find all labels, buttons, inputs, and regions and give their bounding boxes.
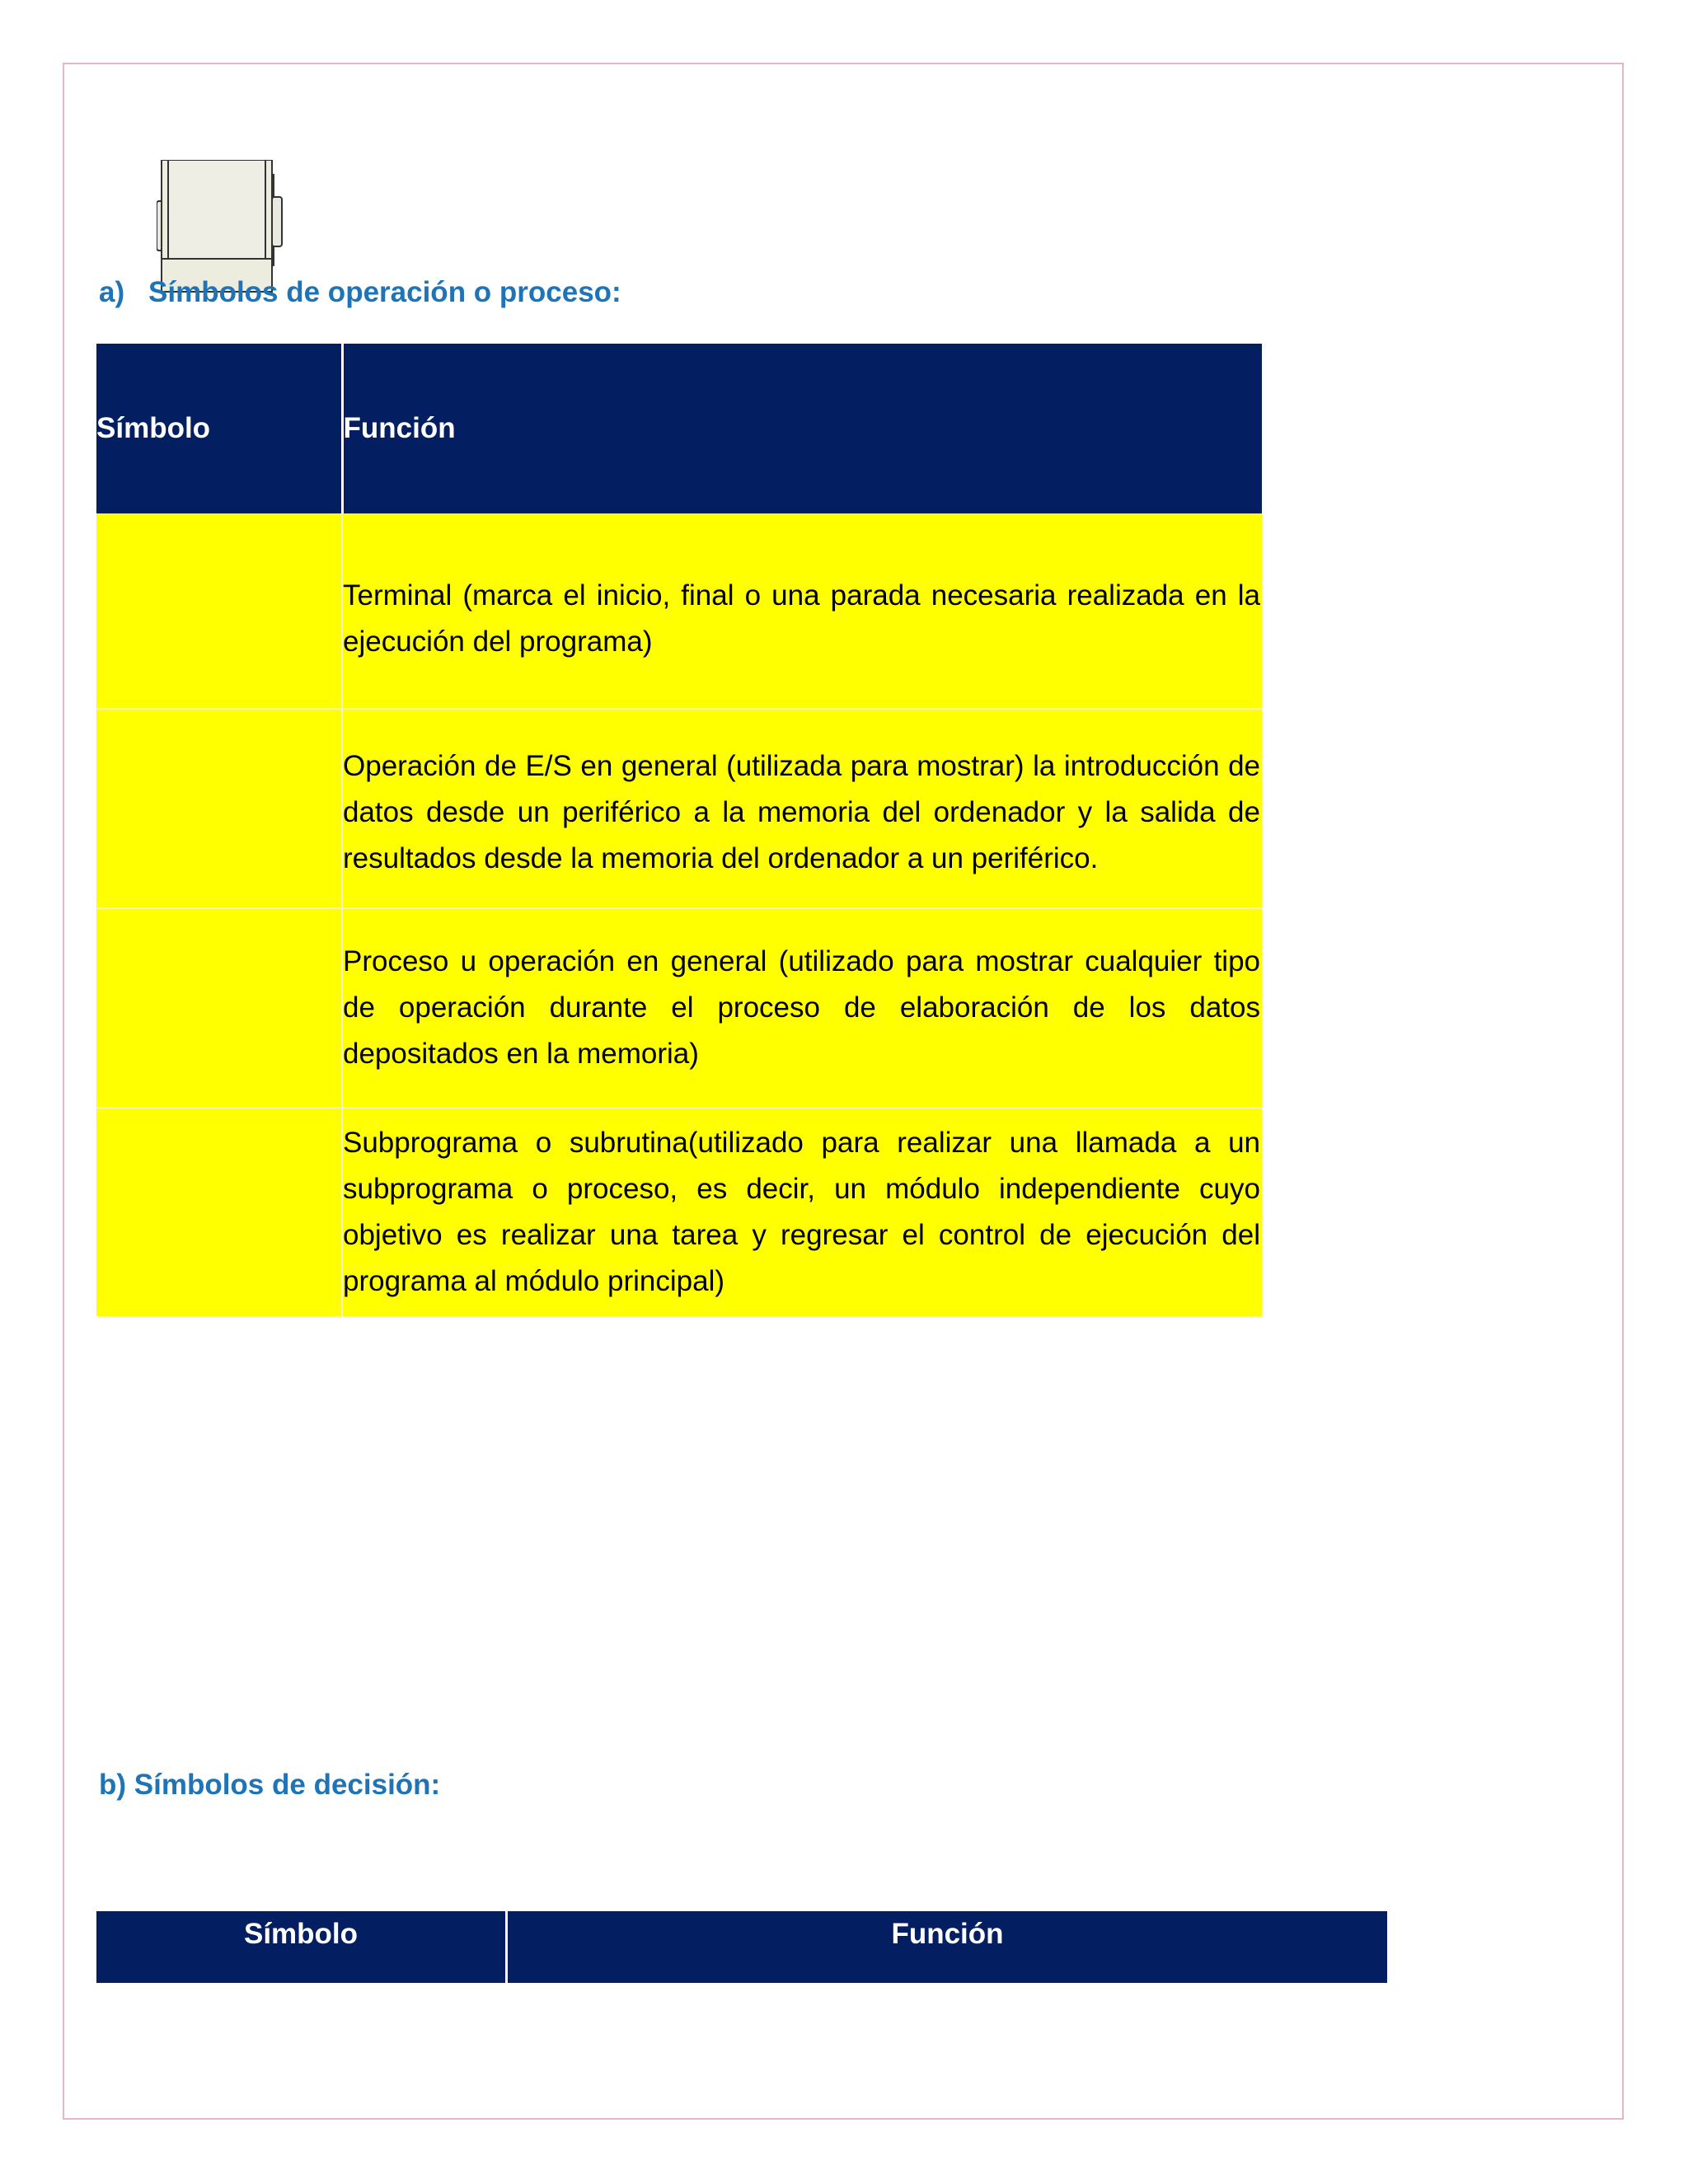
section-a-title: Símbolos de operación o proceso: [148,276,621,308]
header-symbol: Símbolo [96,344,342,513]
table-row [96,709,1262,908]
symbol-cell [96,513,342,709]
symbol-cell [96,1108,342,1316]
table-row [96,1108,1262,1316]
header-symbol: Símbolo [96,1911,507,1983]
header-function: Función [507,1911,1388,1983]
table-header-row [96,344,1262,513]
table-row [96,908,1262,1108]
symbol-cell [96,709,342,908]
function-text: Terminal (marca el inicio, final o una parada necesaria realizada en la ejecución del programa) [343,579,1260,658]
function-text: Operación de E/S en general (utilizada para mostrar) la introducción de datos desde un periférico a la memoria del ordenador y la salida de resultados desde la memoria del ordenador a un periférico. [343,750,1260,874]
section-a-label: a) [99,276,125,308]
function-cell [342,908,1262,1108]
table-row [96,513,1262,709]
symbol-cell [96,908,342,1108]
section-a-heading [99,276,621,309]
operation-symbols-table [96,344,1262,1316]
function-cell [342,709,1262,908]
header-function: Función [342,344,1262,513]
decision-symbols-table [96,1911,1387,1983]
function-cell [342,513,1262,709]
table-header-row [96,1911,1387,1983]
function-text: Proceso u operación en general (utilizado para mostrar cualquier tipo de operación durante el proceso de elaboración de los datos depositados en la memoria) [343,945,1260,1070]
function-text: Subprograma o subrutina(utilizado para realizar una llamada a un subprograma o proceso, es decir, un módulo independiente cuyo objetivo es realizar una tarea y regresar el control de ejecución del programa al módulo principal) [343,1127,1260,1297]
function-cell [342,1108,1262,1316]
section-b-heading: b) Símbolos de decisión: [99,1769,441,1801]
